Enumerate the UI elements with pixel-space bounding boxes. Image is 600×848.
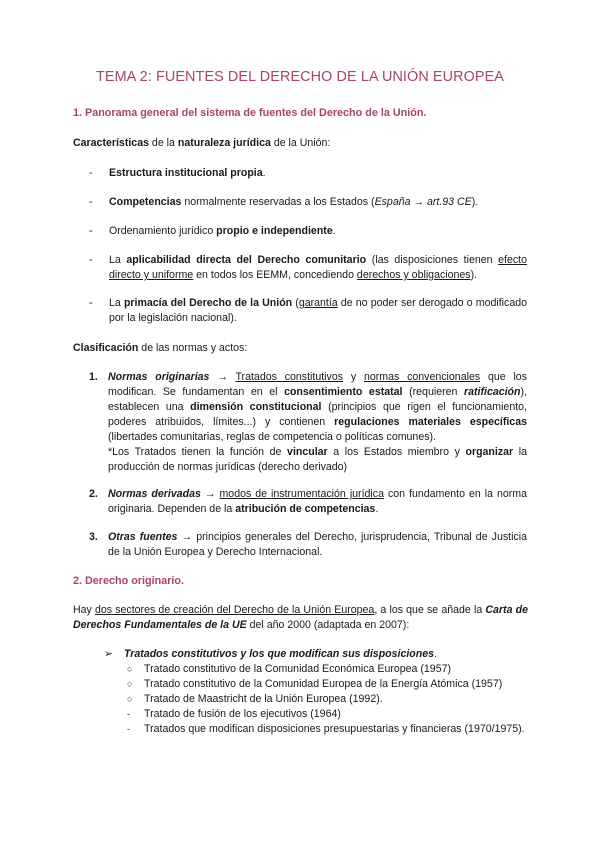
classification-intro: Clasificación de las normas y actos: — [73, 342, 248, 354]
section-1-heading: 1. Panorama general del sistema de fuentes del Derecho de la Unión. — [73, 107, 427, 119]
circle-bullet-icon: ○ — [127, 679, 133, 689]
document-title: TEMA 2: FUENTES DEL DERECHO DE LA UNIÓN EUROPEA — [96, 69, 504, 85]
section-2-intro: Hay dos sectores de creación del Derecho de la Unión Europea, a los que se añade la Carta de Derechos Fundamentales de la UE del año 2000 (adaptada en 2007): — [73, 604, 528, 631]
characteristics-intro: Características de la naturaleza jurídica de la Unión: — [73, 137, 331, 149]
section-2-heading: 2. Derecho originario. — [73, 575, 184, 587]
document-page: TEMA 2: FUENTES DEL DERECHO DE LA UNIÓN EUROPEA 1. Panorama general del sistema de fuentes del Derecho de la Unión. Características de la naturaleza jurídica de la Unión: - Estructura institucional propia. - Competencias normalmente reservadas a los Estados (España → art.93 CE). - Ordenamiento jurídico propio e independiente. - La aplicabilidad directa del Derecho comunitario (las disposiciones tienen efecto directo y uniforme en todos los EEMM, concediendo derechos y obligaciones). - La primacía del Derecho de la Unión (garantía de no poder ser derogado o modificado por la legislación nacional). Clasificación de las normas y actos: 1. Normas originarias → Tratados constitutivos y normas convencionales que los modifican. Se fundamentan en el consentimiento estatal (requieren ratificación), establecen una dimensión constitucional (principios que rigen el funcionamiento, poderes atribuidos, límites...) y contienen regulaciones materiales específicas (libertades comunitarias, reglas de competencia o políticas comunes). *Los Tratados tienen la función de vincular a los Estados miembro y organizar la producción de normas jurídicas (derecho derivado) 2. Normas derivadas → modos de instrumentación jurídica con fundamento en la norma originaria. Dependen de la atribución de competencias. 3. Otras fuentes → principios generales del Derecho, jurisprudencia, Tribunal de Justicia de la Unión Europea y Derecho Internacional. 2. Derecho originario. Hay dos sectores de creación del Derecho de la Unión Europea, a los que se añade la Carta de Derechos Fundamentales de la UE del año 2000 (adaptada en 2007): ➢ Tratados constitutivos y los que modifican sus disposiciones. ○ Tratado constitutivo de la Comunidad Económica Europea (1957) ○ Tratado constitutivo de la Comunidad Europea de la Energía Atómica (1957) ○ Tratado de Maastricht de la Unión Europea (1992). - Tratado de fusión de los ejecutivos (1964) - Tratados que modifican disposiciones presupuestarias y financieras (1970/1975). — [0, 0, 600, 848]
circle-bullet-icon: ○ — [127, 694, 133, 704]
arrow-bullet-icon: ➢ — [104, 648, 113, 660]
circle-bullet-icon: ○ — [127, 664, 133, 674]
